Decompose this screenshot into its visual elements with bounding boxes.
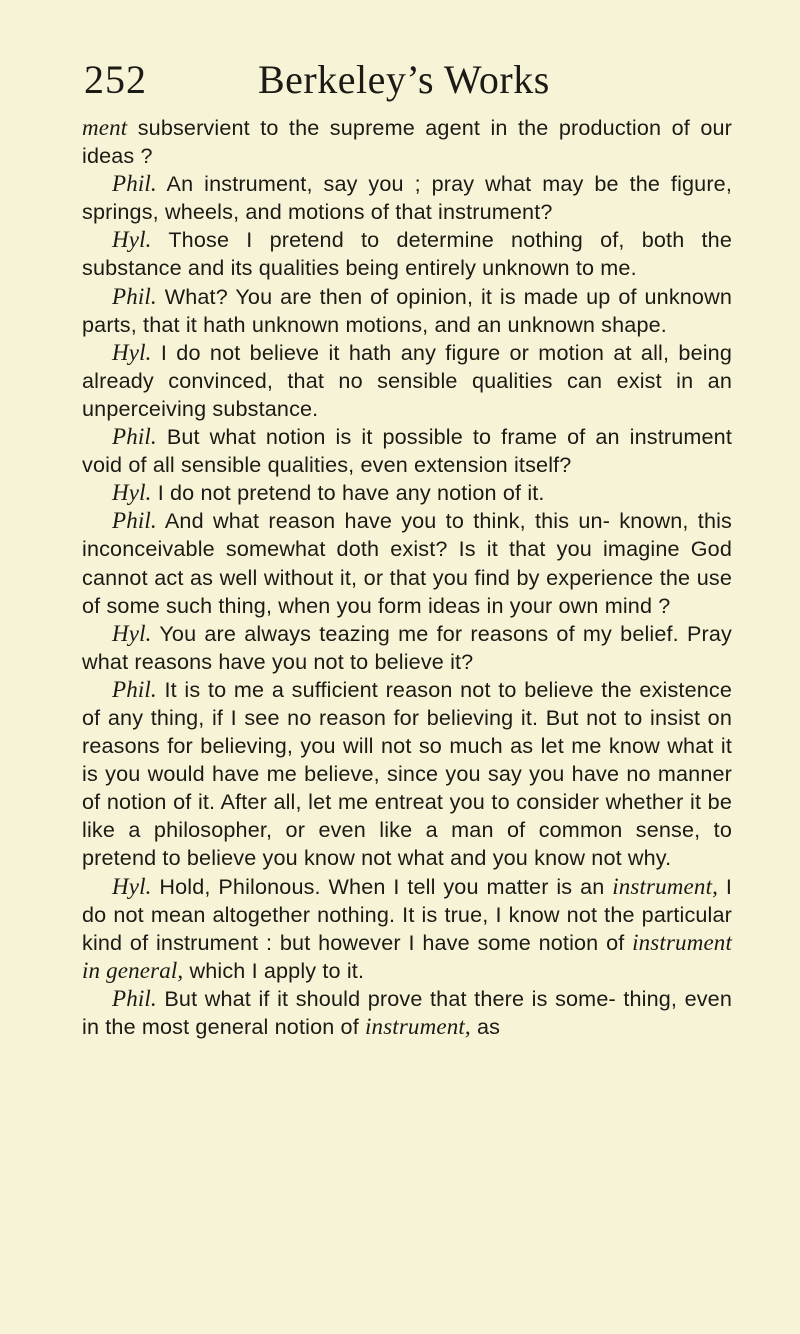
paragraph-text: as [470,1014,501,1039]
page-header [0,52,800,108]
paragraph-text: An instrument, say you ; pray what may be the figure, springs, wheels, and motions of that instrument? [82,171,732,225]
running-title: Berkeley’s Works [258,57,550,102]
paragraph [82,479,732,507]
speaker-label: Hyl. [112,620,152,646]
paragraph-text: Those I pretend to determine nothing of, both the substance and its qualities being entirely unknown to me. [82,227,732,281]
emphasis: instrument in general, [82,929,732,983]
paragraph [82,985,732,1041]
paragraph-text: But what notion is it possible to frame of an instrument void of all sensible qualities, even extension itself? [82,424,732,478]
paragraph-text: which I apply to it. [183,957,365,983]
paragraph-text: It is to me a sufficient reason not to believe the existence of any thing, if I see no reason for believing it. But not to insist on reasons for believing, you will not so much as let me know what it is you would have me believe, since you say you have no manner of notion of it. After all, let me entreat you to consider whether it be like a philosopher, or even like a man of common sense, to pretend to believe you know not what and you know not why. [82,676,732,871]
paragraph [82,283,732,339]
paragraph [82,620,732,676]
body-text [82,114,732,1041]
speaker-label: Hyl. [112,227,152,253]
paragraph-text: I do not mean altogether nothing. It is true, I know not the particular kind of instrument : but however I have some notion of [82,873,732,955]
paragraph-text: But what if it should prove that there is some- thing, even in the most general notion of [82,985,732,1039]
paragraph-text: I do not believe it hath any figure or motion at all, being already convinced, that no sensible qualities can exist in an unperceiving substance. [82,339,732,421]
emphasis: instrument, [365,1014,471,1039]
speaker-label: Phil. [112,424,157,450]
paragraph [82,423,732,479]
paragraph [82,676,732,873]
speaker-label: Phil. [112,508,157,534]
page-number: 252 [84,57,147,102]
speaker-label: Hyl. [112,480,152,506]
speaker-label: Phil. [112,283,157,309]
paragraph [82,170,732,226]
paragraph-text: You are always teazing me for reasons of my belief. Pray what reasons have you not to believe it? [82,620,732,674]
paragraph [82,873,732,985]
paragraph [82,226,732,282]
paragraph [82,339,732,423]
paragraph [82,507,732,619]
paragraph-text: I do not pretend to have any notion of it. [151,480,545,506]
paragraph [82,114,732,170]
speaker-label: Phil. [112,676,157,702]
paragraph-text: subservient to the supreme agent in the production of our ideas ? [82,115,732,169]
speaker-label: Hyl. [112,873,152,899]
paragraph-text: Hold, Philonous. When I tell you matter is an [151,873,613,899]
speaker-label: Phil. [112,985,157,1011]
paragraph-text: And what reason have you to think, this un- known, this inconceivable somewhat doth exist? Is it that you imagine God cannot act as well without it, or that you find by experience the use of some such thing, when you form ideas in your own mind ? [82,508,732,618]
speaker-label: Hyl. [112,339,152,365]
emphasis: instrument, [612,873,719,899]
paragraph-text: What? You are then of opinion, it is made up of unknown parts, that it hath unknown motions, and an unknown shape. [82,283,732,337]
speaker-label: Phil. [112,171,157,197]
emphasis: ment [82,115,128,140]
